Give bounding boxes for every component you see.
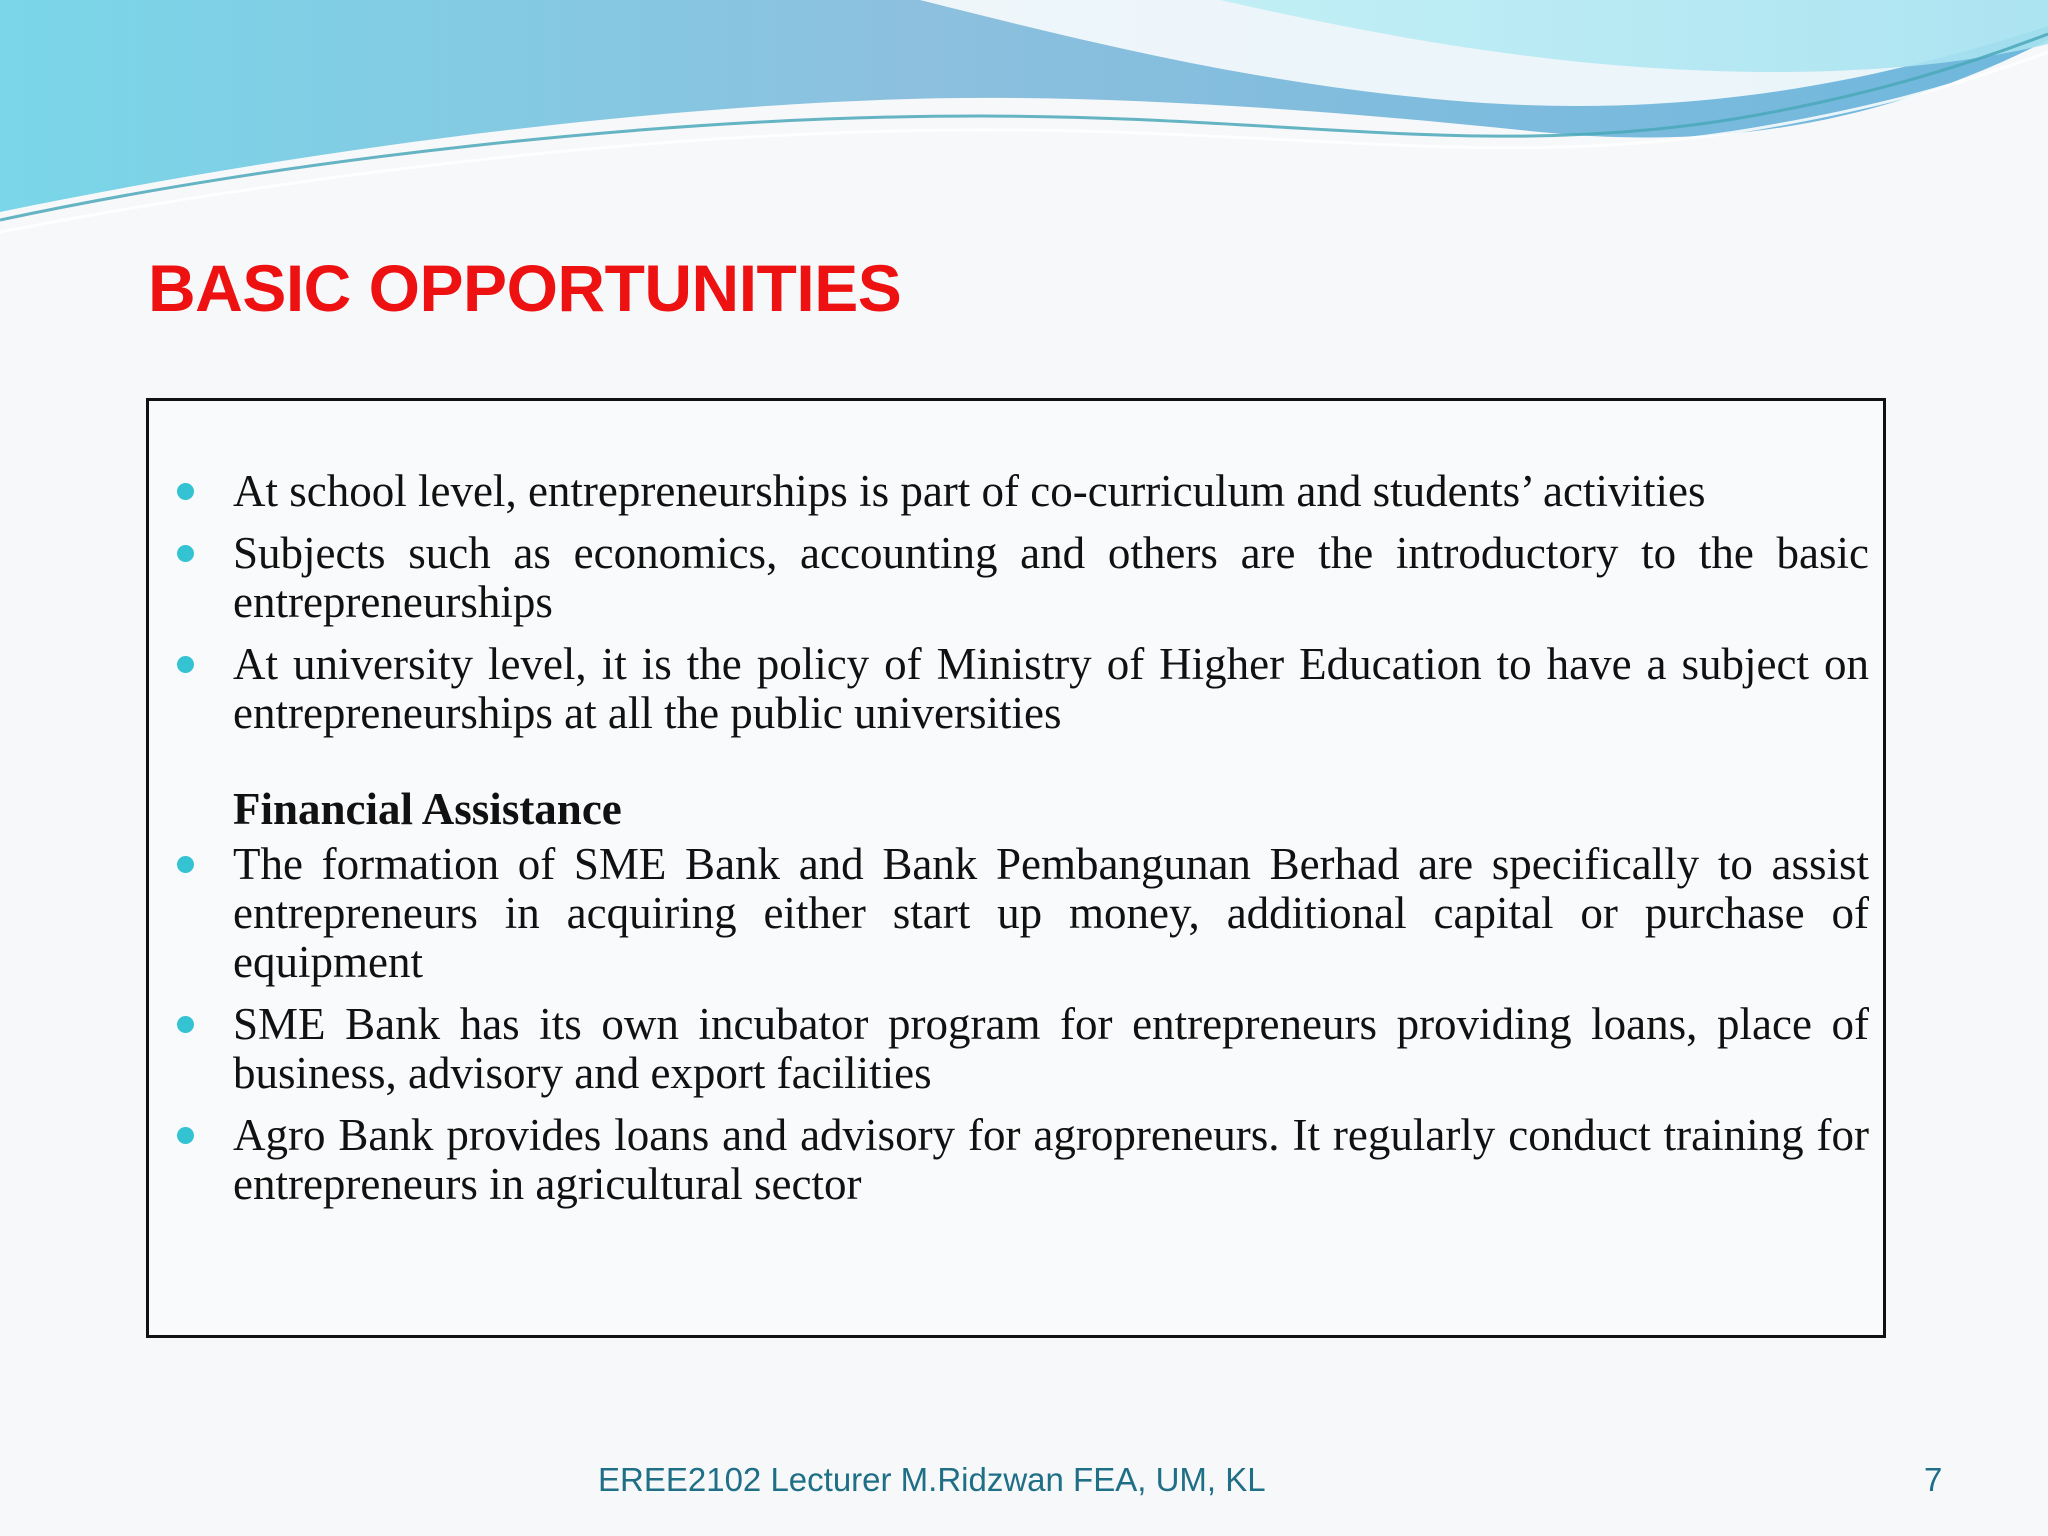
bullet-list xyxy=(233,467,1869,1222)
bullet-item xyxy=(233,529,1869,627)
slide-title: BASIC OPPORTUNITIES xyxy=(148,251,902,325)
bullet-dot-icon xyxy=(177,483,194,500)
bullet-item xyxy=(233,640,1869,738)
bullet-text: At school level, entrepreneurships is part of co-curriculum and students’ activities xyxy=(233,466,1706,516)
bullet-dot-icon xyxy=(177,856,194,873)
content-box xyxy=(146,398,1886,1338)
page-number: 7 xyxy=(1924,1461,1943,1498)
bullet-item xyxy=(233,1000,1869,1098)
bullet-item xyxy=(233,840,1869,987)
bullet-text: The formation of SME Bank and Bank Pembangunan Berhad are specifically to assist entrepreneurs in acquiring either start up money, additional capital or purchase of equipment xyxy=(233,839,1869,987)
bullet-text: At university level, it is the policy of Ministry of Higher Education to have a subject on entrepreneurships at all the public universities xyxy=(233,639,1869,738)
footer-course-info: EREE2102 Lecturer M.Ridzwan FEA, UM, KL xyxy=(598,1461,1266,1498)
header-wave-decoration xyxy=(0,0,2048,240)
bullet-dot-icon xyxy=(177,656,194,673)
bullet-dot-icon xyxy=(177,1016,194,1033)
financial-assistance-heading: Financial Assistance xyxy=(233,784,622,834)
bullet-item xyxy=(233,467,1869,516)
bullet-text: Agro Bank provides loans and advisory for agropreneurs. It regularly conduct training for entrepreneurs in agricultural sector xyxy=(233,1110,1869,1209)
bullet-item xyxy=(233,1111,1869,1209)
bullet-text: SME Bank has its own incubator program for entrepreneurs providing loans, place of business, advisory and export facilities xyxy=(233,999,1869,1098)
bullet-dot-icon xyxy=(177,1127,194,1144)
bullet-text: Subjects such as economics, accounting and others are the introductory to the basic entrepreneurships xyxy=(233,528,1869,627)
bullet-dot-icon xyxy=(177,545,194,562)
